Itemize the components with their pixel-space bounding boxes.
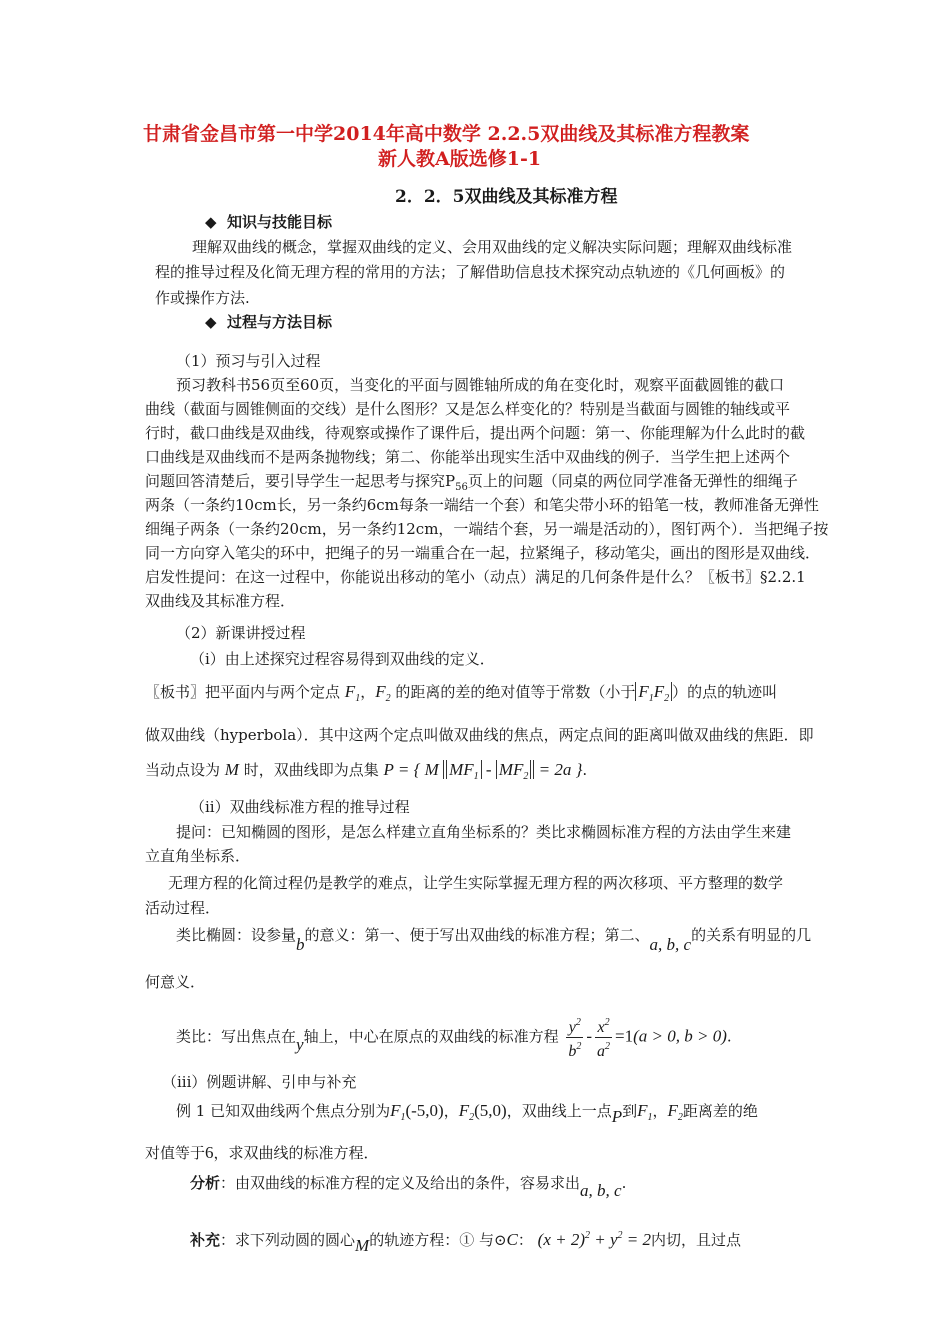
definition-line: 〖板书〗把平面内与两个定点 $F_1$，$F_2$ 的距离的差的绝对值等于常数（小于 $F_1F_2$ ）的点的轨迹叫: [145, 682, 778, 704]
paragraph-line: 启发性提问：在这一过程中，你能说出移动的笔小（动点）满足的几何条件是什么？〖板书〗§2.2.1: [145, 568, 806, 586]
math-F2: $F_2$: [375, 682, 391, 704]
text-span: 轴上，中心在原点的双曲线的标准方程: [303, 1027, 559, 1046]
analysis-line: 分析：由双曲线的标准方程的定义及给出的条件，容易求出a, b, c.: [190, 1174, 627, 1200]
paragraph-line: 无理方程的化简过程仍是教学的难点，让学生实际掌握无理方程的两次移项、平方整理的数学: [168, 874, 784, 892]
supplement-label: 补充: [190, 1231, 221, 1249]
math-F2: $F_2$: [667, 1101, 683, 1123]
math-M: M: [355, 1236, 370, 1255]
paragraph-line: 双曲线及其标准方程．: [145, 592, 296, 610]
text-span: 内切，且过点: [651, 1231, 742, 1249]
math-six: 6: [205, 1143, 214, 1162]
math-C: C: [506, 1230, 518, 1249]
paragraph-line: 口曲线是双曲线而不是两条抛物线；第二、你能举出现实生活中双曲线的例子．当学生把上述两个: [145, 448, 791, 466]
paragraph-line: 何意义．: [145, 973, 206, 991]
paragraph-line: 细绳子两条（一条约20cm，另一条约12cm，一端结个套，另一端是活动的），图钉两个）．当把绳子按: [145, 520, 829, 538]
doc-subtitle: 2．2．5双曲线及其标准方程: [395, 187, 618, 207]
subsection-heading: （1）预习与引入过程: [176, 352, 321, 370]
paragraph-line: [145, 471, 798, 498]
text-span: 类比：写出焦点在: [176, 1027, 297, 1046]
subsection-item: （iii）例题讲解、引申与补充: [162, 1073, 357, 1091]
fraction-y2-b2: $\frac{y^2}{b^2}$: [566, 1014, 583, 1061]
text-span: ：求下列动圆的圆心: [220, 1231, 356, 1249]
paragraph-line: 两条（一条约10cm长，另一条约6cm每条一端结一个套）和笔尖带小环的铅笔一枝，教师准备无弹性: [145, 496, 819, 514]
subsection-item: （i）由上述探究过程容易得到双曲线的定义．: [190, 650, 495, 668]
paragraph-line: 程的推导过程及化简无理方程的常用的方法；了解借助信息技术探究动点轨迹的《几何画板》的: [155, 263, 786, 281]
math-point-set: P = { M $MF_1 - MF_2 = 2a$ }: [383, 760, 583, 782]
paragraph-line: 做双曲线（hyperbola）．其中这两个定点叫做双曲线的焦点，两定点间的距离叫做双曲线的焦距．即: [145, 726, 814, 744]
paragraph-line: 行时，截口曲线是双曲线，待观察或操作了课件后，提出两个问题：第一、你能理解为什么此时的截: [145, 424, 806, 442]
analogy-line: 类比：写出焦点在y轴上，中心在原点的双曲线的标准方程 $\frac{y^2}{b^2}$ - $\frac{x^2}{a^2}$ =1(a > 0, b > 0).: [176, 1014, 732, 1061]
text-span: 对值等于: [145, 1144, 206, 1162]
math-P: P: [611, 1107, 623, 1126]
text-span: ，双曲线上一点: [506, 1102, 612, 1120]
text-span: 到: [622, 1102, 638, 1120]
text-span: ：由双曲线的标准方程的定义及给出的条件，容易求出: [220, 1174, 581, 1192]
text-span: 时，双曲线即为点集: [243, 761, 379, 779]
text-span: 当动点设为: [145, 761, 221, 779]
subsection-item: （ii）双曲线标准方程的推导过程: [190, 798, 410, 816]
paragraph-line: 理解双曲线的概念，掌握双曲线的定义、会用双曲线的定义解决实际问题；理解双曲线标准: [192, 238, 793, 256]
text-span: 的意义：第一、便于写出双曲线的标准方程；第二、: [304, 926, 650, 944]
analysis-label: 分析: [190, 1174, 221, 1192]
math-b: b: [296, 935, 305, 954]
text-span: 页上的问题（同桌的两位同学准备无弹性的细绳子: [467, 472, 798, 490]
math-F1: $F_1$: [344, 682, 361, 704]
doc-title-line2: 新人教A版选修1-1: [378, 148, 542, 170]
math-M: M: [224, 760, 239, 779]
text-span: 类比椭圆：设参量: [176, 926, 297, 944]
page-subscript: 56: [455, 482, 468, 493]
diamond-bullet-icon: ◆: [205, 213, 217, 231]
example-line: 例 1 已知双曲线两个焦点分别为$F_1(-5,0)$，$F_2(5,0)$，双曲线上一点P到$F_1$，$F_2$距离差的绝: [176, 1101, 758, 1126]
paragraph-line: 立直角坐标系．: [145, 847, 251, 865]
fraction-x2-a2: $\frac{x^2}{a^2}$: [595, 1014, 612, 1061]
math-abs-F1F2: $F_1F_2$: [635, 682, 672, 701]
paragraph-line: 同一方向穿入笔尖的环中，把绳子的另一端重合在一起，拉紧绳子，移动笔尖，画出的图形是双曲线．: [145, 544, 821, 562]
text-span: 的轨迹方程：① 与⊙: [369, 1231, 507, 1249]
example-line: [145, 1143, 379, 1163]
math-y: y: [296, 1034, 304, 1054]
text-span: 距离差的绝: [682, 1102, 758, 1120]
section-heading-process: ◆ 过程与方法目标: [205, 313, 333, 331]
supplement-line: 补充：求下列动圆的圆心M的轨迹方程：① 与⊙C： $(x + 2)^2 + y^2 = 2$内切，且过点: [190, 1230, 742, 1255]
paragraph-line: 预习教科书56页至60页，当变化的平面与圆锥轴所成的角在变化时，观察平面截圆锥的截口: [176, 376, 785, 394]
math-circle-equation: $(x + 2)^2 + y^2 = 2$: [537, 1230, 652, 1249]
text-span: 〖板书〗把平面内与两个定点: [145, 683, 341, 701]
section-heading-knowledge: ◆ 知识与技能目标: [205, 213, 333, 231]
paragraph-line: 活动过程．: [145, 899, 221, 917]
text-span: 例 1 已知双曲线两个焦点分别为: [176, 1102, 391, 1120]
text-span: 问题回答清楚后，要引导学生一起思考与探究P: [145, 472, 456, 490]
math-abc: a, b, c: [649, 935, 692, 954]
paragraph-line: 曲线（截面与圆锥侧面的交线）是什么图形？又是怎么样变化的？特别是当截面与圆锥的轴线或平: [145, 400, 791, 418]
text-span: ，求双曲线的标准方程．: [213, 1144, 379, 1162]
text-span: 的关系有明显的几: [691, 926, 812, 944]
definition-set-line: 当动点设为 M 时，双曲线即为点集 P = { M $MF_1 - MF_2 = 2a$ }.: [145, 760, 588, 782]
math-F1-point: $F_1$: [390, 1101, 406, 1123]
doc-title-line1: 甘肃省金昌市第一中学2014年高中数学 2.2.5双曲线及其标准方程教案: [143, 123, 750, 145]
paragraph-line: 提问：已知椭圆的图形，是怎么样建立直角坐标系的？类比求椭圆标准方程的方法由学生来建: [176, 823, 792, 841]
subsection-heading: （2）新课讲授过程: [176, 624, 306, 642]
math-abc: a, b, c: [580, 1181, 622, 1200]
text-span: ）的点的轨迹叫: [672, 683, 778, 701]
math-F2-point: $F_2$: [458, 1101, 475, 1123]
diamond-bullet-icon: ◆: [205, 313, 217, 331]
paragraph-line: [176, 925, 812, 954]
text-span: 的距离的差的绝对值等于常数（小于: [395, 683, 636, 701]
math-F1: $F_1$: [637, 1101, 653, 1123]
math-condition: (a > 0, b > 0): [633, 1026, 727, 1046]
paragraph-line: 作或操作方法.: [155, 289, 250, 307]
